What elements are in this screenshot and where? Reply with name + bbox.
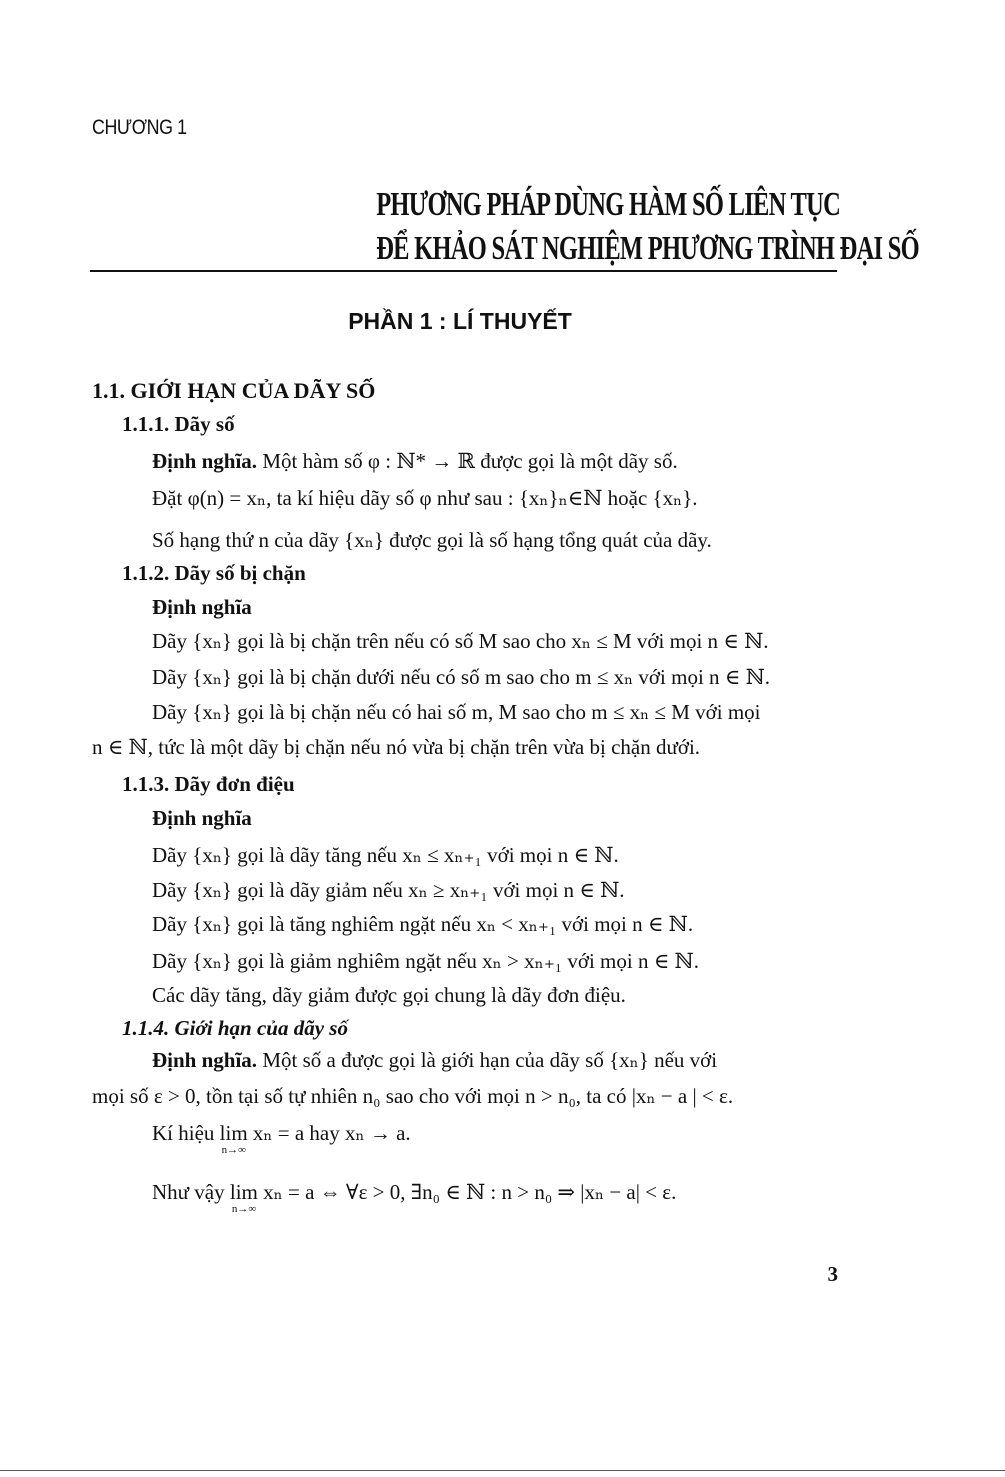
subsection-heading-1-1-1: 1.1.1. Dãy số — [122, 412, 235, 436]
limit-definition-line-1 — [152, 1050, 717, 1071]
definition-label: Định nghĩa. — [152, 449, 258, 473]
lim-word: lim — [219, 1121, 248, 1145]
lim-subscript: n→∞ — [231, 1203, 257, 1215]
bottom-edge — [0, 1470, 1005, 1471]
section-heading-1-1: 1.1. GIỚI HẠN CỦA DÃY SỐ — [92, 378, 376, 403]
bounded-line-1: Dãy {xₙ} gọi là bị chặn nếu có hai số m, M sao cho m ≤ xₙ ≤ M với mọi — [152, 700, 761, 724]
bounded-above-line: Dãy {xₙ} gọi là bị chặn trên nếu có số M sao cho xₙ ≤ M với mọi n ∈ ℕ. — [152, 629, 769, 653]
notation-expression: xₙ = a hay xₙ → a. — [252, 1121, 411, 1145]
limit-equivalence-line — [152, 1180, 677, 1215]
lim-subscript: n→∞ — [221, 1144, 246, 1156]
lim-operator — [219, 1121, 248, 1156]
part-heading: PHẦN 1 : LÍ THUYẾT — [348, 308, 572, 334]
definition-heading: Định nghĩa — [152, 806, 252, 830]
general-term-line: Số hạng thứ n của dãy {xₙ} được gọi là số hạng tổng quát của dãy. — [152, 528, 712, 552]
decreasing-line: Dãy {xₙ} gọi là dãy giảm nếu xₙ ≥ xₙ₊₁ với mọi n ∈ ℕ. — [152, 878, 625, 902]
limit-definition-line-2: mọi số ε > 0, tồn tại số tự nhiên n₀ sao cho với mọi n > n₀, ta có |xₙ − a | < ε. — [92, 1084, 734, 1108]
page-number: 3 — [827, 1262, 838, 1286]
so-label: Như vậy — [152, 1180, 225, 1204]
equivalence-expression: xₙ = a ⇔ ∀ε > 0, ∃n₀ ∈ ℕ : n > n₀ ⇒ |xₙ − a| < ε. — [263, 1180, 677, 1204]
definition-heading: Định nghĩa — [152, 595, 252, 619]
limit-notation-line — [152, 1121, 411, 1156]
strict-increasing-line: Dãy {xₙ} gọi là tăng nghiêm ngặt nếu xₙ < xₙ₊₁ với mọi n ∈ ℕ. — [152, 912, 694, 936]
bounded-line-2: n ∈ ℕ, tức là một dãy bị chặn nếu nó vừa bị chặn trên vừa bị chặn dưới. — [92, 735, 701, 759]
lim-word: lim — [229, 1180, 258, 1204]
monotone-line: Các dãy tăng, dãy giảm được gọi chung là dãy đơn điệu. — [152, 983, 626, 1007]
definition-text: Một hàm số φ : ℕ* → ℝ được gọi là một dãy số. — [262, 449, 678, 473]
subsection-heading-1-1-4: 1.1.4. Giới hạn của dãy số — [122, 1016, 348, 1040]
chapter-label: CHƯƠNG 1 — [92, 116, 187, 139]
lim-operator — [229, 1180, 258, 1215]
limit-definition-text: Một số a được gọi là giới hạn của dãy số {xₙ} nếu với — [262, 1048, 718, 1072]
subsection-heading-1-1-2: 1.1.2. Dãy số bị chặn — [122, 561, 306, 585]
title-rule — [90, 270, 837, 272]
chapter-title-line-2: ĐỂ KHẢO SÁT NGHIỆM PHƯƠNG TRÌNH ĐẠI SỐ — [376, 230, 919, 267]
chapter-title-line-1: PHƯƠNG PHÁP DÙNG HÀM SỐ LIÊN TỤC — [376, 186, 841, 223]
notation-label: Kí hiệu — [152, 1121, 215, 1145]
definition-label: Định nghĩa. — [152, 1048, 258, 1072]
notation-line: Đặt φ(n) = xₙ, ta kí hiệu dãy số φ như sau : {xₙ}ₙ∈ℕ hoặc {xₙ}. — [152, 486, 698, 510]
bounded-below-line: Dãy {xₙ} gọi là bị chặn dưới nếu có số m sao cho m ≤ xₙ với mọi n ∈ ℕ. — [152, 665, 771, 689]
definition-paragraph-1 — [152, 451, 678, 472]
strict-decreasing-line: Dãy {xₙ} gọi là giảm nghiêm ngặt nếu xₙ > xₙ₊₁ với mọi n ∈ ℕ. — [152, 949, 699, 973]
subsection-heading-1-1-3: 1.1.3. Dãy đơn điệu — [122, 772, 295, 796]
increasing-line: Dãy {xₙ} gọi là dãy tăng nếu xₙ ≤ xₙ₊₁ với mọi n ∈ ℕ. — [152, 843, 619, 867]
